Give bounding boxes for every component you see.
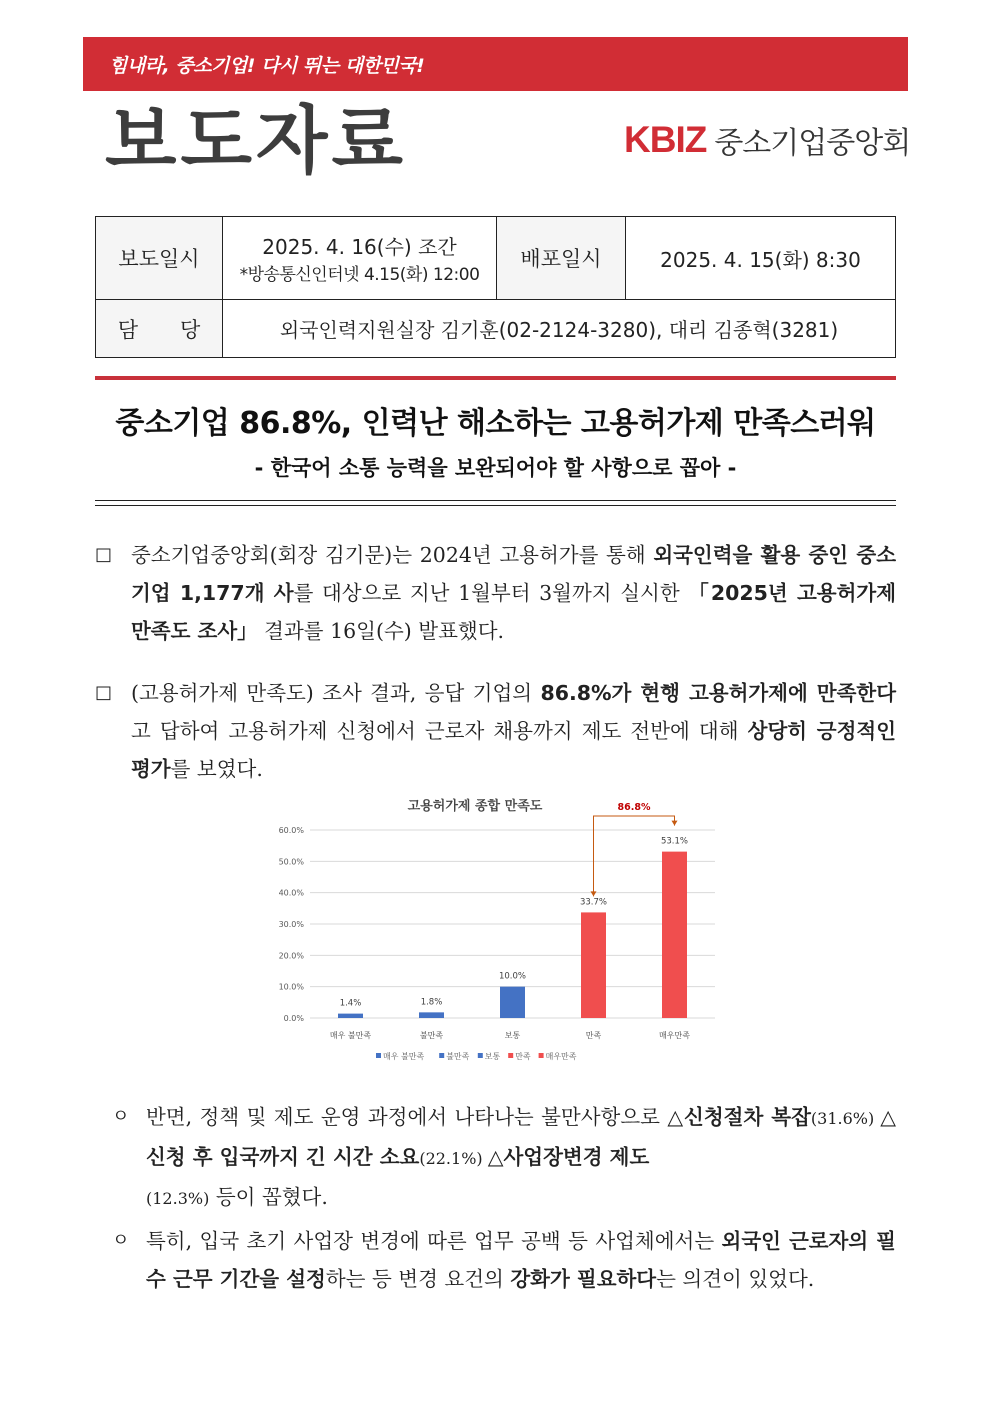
annotation-arrow <box>591 891 597 896</box>
p3-pct-g: (12.3%) <box>146 1189 210 1208</box>
p3-bold-d: △신청 후 입국까지 긴 시간 소요 <box>146 1105 896 1169</box>
legend-swatch <box>539 1053 544 1058</box>
p3-text-h: 등이 꼽혔다. <box>209 1185 328 1209</box>
p4-text-e: 는 의견이 있었다. <box>656 1267 815 1291</box>
p4-text-c: 하는 등 변경 요건의 <box>325 1267 511 1291</box>
paragraph-3 <box>112 1098 896 1218</box>
bar-value-label: 33.7% <box>579 897 608 908</box>
p2-text-a: (고용허가제 만족도) 조사 결과, 응답 기업의 <box>131 681 541 705</box>
annotation-label: 86.8% <box>617 802 651 813</box>
contact-label: 담 당 <box>96 300 223 358</box>
y-tick-label: 30.0% <box>278 920 304 929</box>
dist-date: 2025. 4. 15(화) 8:30 <box>626 217 896 300</box>
legend-swatch <box>376 1053 381 1058</box>
legend-label: 불만족 <box>446 1052 470 1061</box>
y-tick-label: 20.0% <box>278 951 304 961</box>
circle-bullet: ㅇ <box>112 1230 130 1251</box>
x-tick-label: 매우만족 <box>659 1031 690 1040</box>
slogan-banner <box>83 37 908 91</box>
chart-grid <box>279 826 715 1023</box>
bar-value-label: 1.4% <box>339 998 362 1009</box>
logo-mark: KBIZ <box>624 119 707 160</box>
slogan-text: 힘내라, 중소기업! 다시 뛰는 대한민국! <box>109 55 425 77</box>
press-date-cell <box>223 217 497 300</box>
chart-legend <box>376 1051 577 1061</box>
p3-pct-c: (31.6%) <box>810 1109 881 1128</box>
bar-value-label: 53.1% <box>660 836 689 847</box>
p1-text-e: 결과를 16일(수) 발표했다. <box>257 619 505 643</box>
y-tick-label: 60.0% <box>278 826 304 835</box>
bar <box>500 987 525 1018</box>
paragraph-4 <box>112 1222 896 1298</box>
logo-text: 중소기업중앙회 <box>714 126 911 161</box>
bar-value-label: 1.8% <box>420 997 443 1008</box>
contact-info: 외국인력지원실장 김기훈(02-2124-3280), 대리 김종혁(3281) <box>223 300 896 358</box>
headline: 중소기업 86.8%, 인력난 해소하는 고용허가제 만족스러워 <box>115 406 876 441</box>
p4-text-a: 특히, 입국 초기 사업장 변경에 따른 업무 공백 등 사업체에서는 <box>146 1229 722 1253</box>
p4-bold-d: 강화가 필요하다 <box>510 1267 657 1291</box>
legend-swatch <box>508 1053 513 1058</box>
x-tick-label: 보통 <box>504 1031 521 1040</box>
legend-swatch <box>478 1053 483 1058</box>
p3-bold-f: △사업장변경 제도 <box>487 1145 650 1169</box>
bar <box>338 1014 363 1018</box>
legend-label: 보통 <box>484 1052 501 1061</box>
p3-bold-b: △신청절차 복잡 <box>667 1105 811 1129</box>
p1-text-a: 중소기업중앙회(회장 김기문)는 2024년 고용허가를 통해 <box>131 543 654 567</box>
p3-pct-e: (22.1%) <box>419 1149 488 1168</box>
y-tick-label: 40.0% <box>278 888 304 898</box>
x-tick-label: 매우 불만족 <box>329 1031 372 1040</box>
square-bullet: □ <box>95 682 113 703</box>
p3-text-a: 반면, 정책 및 제도 운영 과정에서 나타나는 불만사항으로 <box>146 1105 668 1129</box>
p2-bold-b: 86.8%가 현행 고용허가제에 만족한다 <box>540 681 896 705</box>
page-title: 보도자료 <box>105 98 407 184</box>
p2-text-e: 를 보였다. <box>170 757 263 781</box>
press-info-table <box>95 216 896 358</box>
bar-value-label: 10.0% <box>498 971 527 982</box>
circle-bullet: ㅇ <box>112 1106 130 1127</box>
paragraph-2 <box>95 674 896 788</box>
double-divider <box>95 500 896 506</box>
p2-text-c: 고 답하여 고용허가제 신청에서 근로자 채용까지 제도 전반에 대해 <box>131 719 748 743</box>
p4-bold-b: 외국인 근로자의 필수 근무 기간을 설정 <box>146 1229 896 1291</box>
y-tick-label: 50.0% <box>278 857 304 867</box>
p1-text-c: 를 대상으로 지난 1월부터 3월까지 실시한 <box>293 581 689 605</box>
p1-bold-b: 외국인력을 활용 중인 중소기업 1,177개 사 <box>131 543 896 605</box>
bar <box>419 1012 444 1018</box>
kbiz-logo <box>624 118 910 162</box>
press-date-label: 보도일시 <box>96 217 223 300</box>
dist-date-label: 배포일시 <box>497 217 626 300</box>
chart-title: 고용허가제 종합 만족도 <box>407 799 543 814</box>
p1-bold-d: 「2025년 고용허가제 만족도 조사」 <box>131 581 896 643</box>
square-bullet: □ <box>95 544 113 565</box>
x-tick-label: 불만족 <box>419 1031 444 1040</box>
legend-label: 매우만족 <box>545 1052 577 1061</box>
annotation-arrow <box>672 821 678 826</box>
bar <box>581 912 606 1018</box>
subheadline: - 한국어 소통 능력을 보완되어야 할 사항으로 꼽아 - <box>254 456 737 480</box>
press-date: 2025. 4. 16(수) 조간 <box>262 235 457 259</box>
p2-bold-d: 상당히 긍정적인 평가 <box>131 719 897 781</box>
bar <box>662 852 687 1018</box>
satisfaction-chart <box>270 792 725 1070</box>
red-divider <box>95 376 896 380</box>
x-tick-label: 만족 <box>585 1031 602 1040</box>
press-date-note: *방송통신인터넷 4.15(화) 12:00 <box>239 265 480 285</box>
legend-label: 매우 불만족 <box>383 1052 425 1061</box>
legend-swatch <box>439 1053 444 1058</box>
y-tick-label: 0.0% <box>283 1014 304 1023</box>
chart-bars <box>330 802 690 1040</box>
legend-label: 만족 <box>515 1052 531 1061</box>
paragraph-1 <box>95 536 896 650</box>
y-tick-label: 10.0% <box>278 982 304 992</box>
